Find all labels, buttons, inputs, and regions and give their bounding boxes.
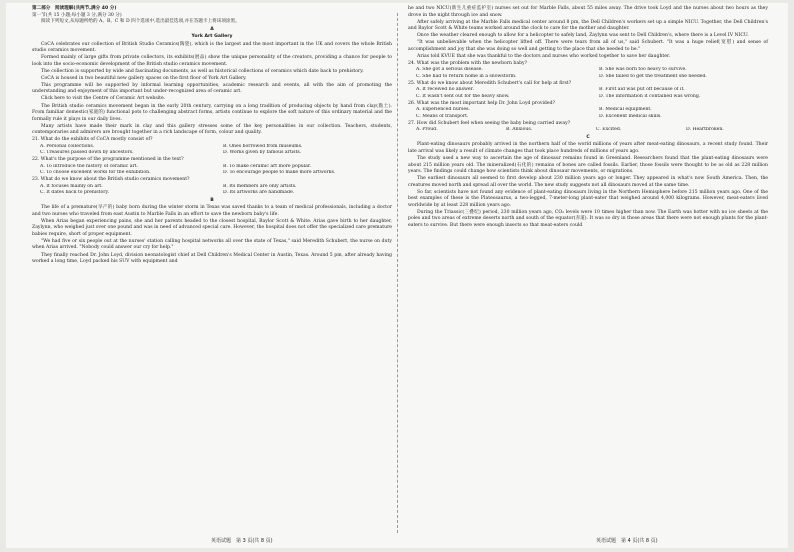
page-footer-right: 英语试题 第 4 页(共 8 页) [596,538,658,544]
option-21d: D. Works given by famous artists. [223,150,302,156]
options-26 [408,107,768,120]
passage-a-para: Click here to visit the Centre of Ceramic Art website. [41,96,166,102]
passage-a-para: CoCA is housed in two beautiful new gallery spaces on the first floor of York Art Gallery. [41,75,247,81]
question-25: 25. What do we know about Meredith Schubert's call for help at first? [408,80,572,86]
option-25a: A. It received no answer. [416,87,474,93]
passage-c-para: The study used a new way to ascertain the age of dinosaur remains found in Greenland. Researchers found that the plant-eating dinosaurs were about 215 million years old. The mineralized(石化的) remains of bones are called fossils. Earlier, those fossils were thought to be as old as 228 million years. The findings could change how scientists think about dinosaur movements, or migrations. [408,156,768,175]
instruction: 阅读下列短文,从每题所给的 A、B、C 和 D 四个选项中,选出最佳选项,并在答题卡上将该项涂黑。 [41,19,240,24]
option-22a: A. To introduce the history of ceramic art. [40,163,138,169]
options-27 [408,127,768,134]
option-21b: B. Ones borrowed from museums. [223,143,303,149]
option-22b: B. To make ceramic art more popular. [223,163,312,169]
passage-b-para: The life of a premature(早产的) baby born during the winter storm in Texas was saved thanks to a team of medical professionals, including a doctor and two nurses who traveled from east Austin to Marble Falls in an effort to save the newborn baby's life. [32,205,392,217]
option-27c: C. Excited. [596,127,622,133]
option-25c: C. It wasn't sent out for the heavy snow. [416,93,510,99]
passage-a-para: The collection is supported by wide and fascinating documents, as well as historical collections of ceramics which date back to prehistory. [41,68,364,74]
question-27: 27. How did Schubert feel when seeing the baby being carried away? [408,120,571,126]
option-26a: A. Experienced nurses. [416,107,470,113]
options-22 [32,164,392,177]
question-24: 24. What was the problem with the newborn baby? [408,60,528,66]
option-23c: C. It dates back to prehistory. [40,190,109,196]
question-26: 26. What was the most important help Dr. John Loyd provided? [408,100,555,106]
option-23b: B. Its members are only artists. [223,183,297,189]
option-26c: C. Means of transport. [416,113,469,119]
passage-b-letter: B [210,197,214,203]
passage-a-letter: A [210,26,214,32]
option-27b: B. Anxious. [506,127,533,133]
options-24 [408,67,768,80]
option-24c: C. She had to return home in a snowstorm. [416,73,517,79]
passage-c-para: During the Triassic(三叠纪) period, 230 million years ago, CO₂ levels were 10 times higher than now. The Earth was hotter with no ice sheets at the poles and two areas of extreme deserts north and south of the equator(赤道). It was so dry in those areas that there were not enough plants for the plant-eaters to survive. But there were enough insects so that meat-eaters could [408,209,768,228]
option-22d: D. To encourage people to make more artworks. [223,170,336,176]
options-23 [32,184,392,197]
option-25d: D. The information it contained was wrong. [599,93,701,99]
passage-b-para: Arias told KVUE that she was thankful to the doctors and nurses who worked together to save her daughter. [417,53,671,59]
passage-b-para: When Arias began experiencing pains, she and her parents headed to the closest hospital, Baylor Scott & White. Arias gave birth to her daughter, Zaylynn, who weighed just over one pound and was in need of advanced special care. However, the hospital does not offer the specialized care premature babies require, short of proper equipment. [32,218,392,237]
option-21c: C. Treasures passed down by ancestors. [40,150,134,156]
option-26b: B. Medical equipment. [599,107,652,113]
option-26d: D. Excellent medical skills. [599,113,662,119]
passage-c-para: The earliest dinosaurs all seemed to first develop about 230 million years ago or longer. They appeared in what's now South America. Then, the creatures moved north and spread all over the world. The new study suggests not all dinosaurs moved at the same time. [408,176,768,188]
question-23: 23. What do we know about the British studio ceramics movement? [32,177,190,183]
passage-b-para: "We had five or six people out at the nurses' station calling hospital networks all over the state of Texas," said Meredith Schubert, the nurse on duty when Arias arrived. "Nobody could answer our cry for help." [32,238,392,251]
passage-a-title: York Art Gallery [191,34,233,39]
section-title: 第一节(共 15 小题;每小题 3 分,满分 30 分) [32,12,122,18]
passage-a-para: Many artists have made their mark in clay and this gallery stresses some of the key personalities in our collection. Teachers, students, contemporaries and admirers are brought together in a rich landscape of form, colour and quality. [32,123,392,136]
options-25 [408,87,768,100]
passage-c-letter: C [586,134,590,140]
left-column [32,6,392,266]
option-24b: B. She was born too heavy to survive. [599,67,687,73]
right-column [408,6,768,230]
option-24a: A. She got a serious disease. [416,67,483,73]
passage-a-para: This programme will be supported by informal learning opportunities, academic research and events, all with the aim of promoting the understanding and enjoyment of this important but under-recognized area of ceramic art. [32,82,392,95]
column-divider [397,13,398,533]
option-24d: D. She failed to get the treatment she needed. [599,73,707,79]
question-21: 21. What do the exhibits of CoCA mostly consist of? [32,137,153,143]
passage-b-para: They finally reached Dr. John Loyd, division neonatologist chief at Dell Children's Medical Center in Austin, Texas. Around 5 pm, after already having worked a long time, Loyd packed his SUV with equipment and [32,252,392,265]
passage-a-para: CoCA celebrates our collection of British Studio Ceramics(陶瓷), which is the largest and the most important in the UK and covers the whole British studio ceramics movement. [32,41,392,53]
part-title: 第二部分 阅读理解(共两节,满分 40 分) [32,6,117,11]
passage-b-para: "It was unbelievable when the helicopter lifted off. There were tears from all of us," said Schubert. "It was a huge relief(宽慰) and sense of accomplishment and joy that she was doing so well and getting to the place that she needed to be." [408,40,768,52]
passage-b-para: After safely arriving at the Marble Falls medical center around 8 pm, the Dell Children's workers set up a simple NICU. Together, the Dell Children's and Baylor Scott & White teams worked around the clock to care for the mother and daughter. [408,19,768,32]
passage-a-para: Formed mainly of large gifts from private collectors, its exhibits(展品) show the unique personality of the creators, providing a chance for people to look into the socio-economic development of the British studio ceramics movement. [32,55,392,67]
option-22c: C. To choose excellent works for the exhibition. [40,170,151,176]
passage-b-para: he and two NICU(新生儿重症监护室) nurses set out for Marble Falls, about 55 miles away. The drive took Loyd and the nurses about two hours as they drove in the night through ice and snow. [408,6,768,18]
option-21a: A. Personal collections. [40,143,95,149]
option-27a: A. Proud. [416,127,438,133]
passage-b-para: Once the weather cleared enough to allow for a helicopter to safely land, Zaylynn was sent to Dell Children's, where there is a Level IV NICU. [417,33,749,39]
passage-a-para: The British studio ceramics movement began in the early 20th century, carrying on a long tradition of producing objects by hand from clay(黏土). From familiar domestic(家庭的) functional pots to challenging abstract forms, artists continue to explore the soft nature of this ordinary material and the formally rule it plays in our daily lives. [32,103,392,122]
exam-sheet [6,3,788,548]
passage-c-para: Plant-eating dinosaurs probably arrived in the northern half of the world millions of years after meat-eating dinosaurs, a recent study found. Their late arrival was likely a result of climate changes that took place hundreds of millions of years ago. [408,142,768,154]
page-footer-left: 英语试题 第 3 页(共 8 页) [211,538,273,544]
option-23a: A. It focuses mainly on art. [40,183,103,189]
question-22: 22. What's the purpose of the programme mentioned in the text? [32,157,184,163]
option-27d: D. Heartbroken. [686,127,724,133]
option-25b: B. First aid was put off because of it. [599,87,685,93]
passage-c-para: So far, scientists have not found any evidence of plant-eating dinosaurs living in the Northern Hemisphere before 215 million years ago. One of the best examples of these is the Plateosaurus, a two-legged, 7-meter-long plant-eater that weighed around 4,000 kilograms. However, meat-eaters lived worldwide by at least 228 million years ago. [408,189,768,208]
option-23d: D. Its artworks are handmade. [223,190,295,196]
options-21 [32,144,392,157]
